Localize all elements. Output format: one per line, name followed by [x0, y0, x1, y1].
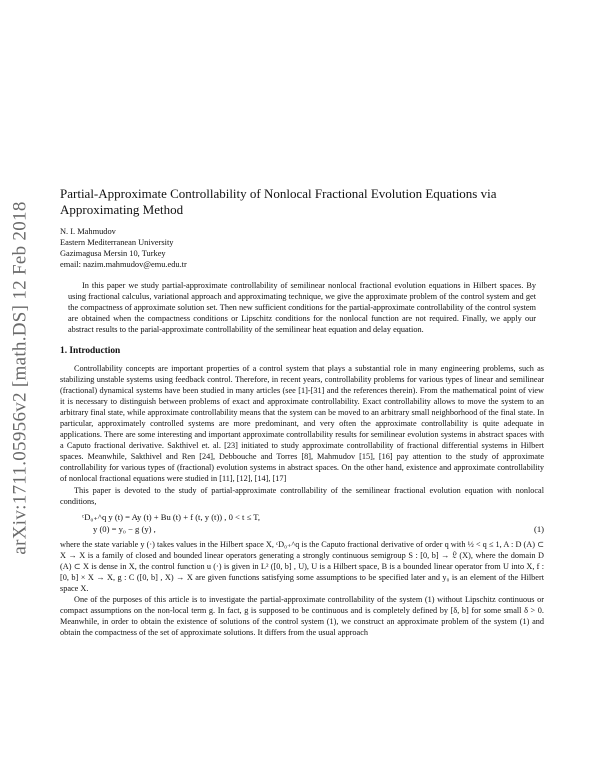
paper-page	[60, 186, 544, 638]
intro-paragraph-1: Controllability concepts are important properties of a control system that plays a substantial role in many engineering problems, such as stabilizing unstable systems using feedback control. Therefore, in recent years, controllability problems for various types of linear and semilinear (fractional) dynamical systems have been studied in many articles (see [1]-[31] and the references therein). From the mathematical point of view it is necessary to distinguish between problems of exact and approximate controllability. Exact controllability allows to move the system to an arbitrary final state, while approximate controllability means that the system can be moved to an arbitrary small neighborhood of the final state. In particular, approximately controlled systems are more predominant, and very often the approximate controllability is quite adequate in applications. There are some interesting and important approximate controllability results for semilinear evolution systems in abstract spaces with a Caputo fractional derivative. Sakthivel et. al. [23] initiated to study approximate controllability of fractional differential systems in Hilbert spaces. Meanwhile, Sakthivel and Ren [24], Debbouche and Torres [8], Mahmudov [15], [16] pay attention to the study of approximate controllability for various types of (fractional) evolution systems in abstract spaces. On the other hand, existence and approximate controllability of nonlocal fractional equations were studied in [11], [12], [14], [17]	[60, 364, 544, 484]
paper-title: Partial-Approximate Controllability of Nonlocal Fractional Evolution Equations via Approximating Method	[60, 186, 497, 217]
equation-1	[60, 511, 544, 537]
intro-paragraph-2: This paper is devoted to the study of partial-approximate controllability of the semilinear fractional evolution equation with nonlocal conditions,	[60, 485, 544, 506]
equation-line-1: ᶜD₀₊^q y (t) = Ay (t) + Bu (t) + f (t, y (t)) , 0 < t ≤ T,	[82, 511, 261, 522]
author-email: email: nazim.mahmudov@emu.edu.tr	[60, 260, 187, 269]
arxiv-identifier	[10, 180, 32, 575]
intro-paragraph-4: One of the purposes of this article is to investigate the partial-approximate controllability of the system (1) without Lipschitz continuous or compact assumptions on the non-local term g. In fact, g is supposed to be continuous and is completely defined by [δ, b] for some small δ > 0. Meanwhile, in order to obtain the existence of solutions of the control system (1), we construct an approximate problem of the system (1) and obtain the compactness of the set of approximate solutions. It differs from the usual approach	[60, 594, 544, 637]
author-block	[60, 226, 544, 270]
abstract: In this paper we study partial-approximate controllability of semilinear nonlocal fractional evolution equations in Hilbert spaces. By using fractional calculus, variational approach and approximating technique, we give the approximate problem of the control system and get the compactness of approximate solution set. Then new sufficient conditions for the partial-approximate controllability of the control system are obtained when the compactness conditions or Lipschitz conditions for the nonlocal function are not required. Finally, we apply our abstract results to the parial-approximate controllability of the semilinear heat equation and delay equation.	[68, 281, 536, 334]
equation-number: (1)	[533, 523, 544, 534]
intro-paragraph-3: where the state variable y (·) takes values in the Hilbert space X, ᶜD₀₊^q is the Caputo fractional derivative of order q with ½ < q ≤ 1, A : D (A) ⊂ X → X is a family of closed and bounded linear operators generating a strongly continuous semigroup S : [0, b] → 𝔏 (X), where the domain D (A) ⊂ X is dense in X, the control function u (·) is given in L² ([0, b] , U), U is a Hilbert space, B is a bounded linear operator from U into X, f : [0, b] × X → X, g : C ([0, b] , X) → X are given functions satisfying some assumptions to be specified later and y₀ is an element of the Hilbert space X.	[60, 539, 544, 593]
section-heading-introduction: 1. Introduction	[60, 346, 121, 356]
author-affiliation: Eastern Mediterranean University	[60, 238, 174, 247]
author-address: Gazimagusa Mersin 10, Turkey	[60, 249, 166, 258]
equation-line-2: y (0) = y₀ − g (y) ,	[93, 523, 156, 534]
arxiv-identifier-text: arXiv:1711.05956v2 [math.DS] 12 Feb 2018	[10, 200, 31, 555]
author-name: N. I. Mahmudov	[60, 227, 116, 236]
